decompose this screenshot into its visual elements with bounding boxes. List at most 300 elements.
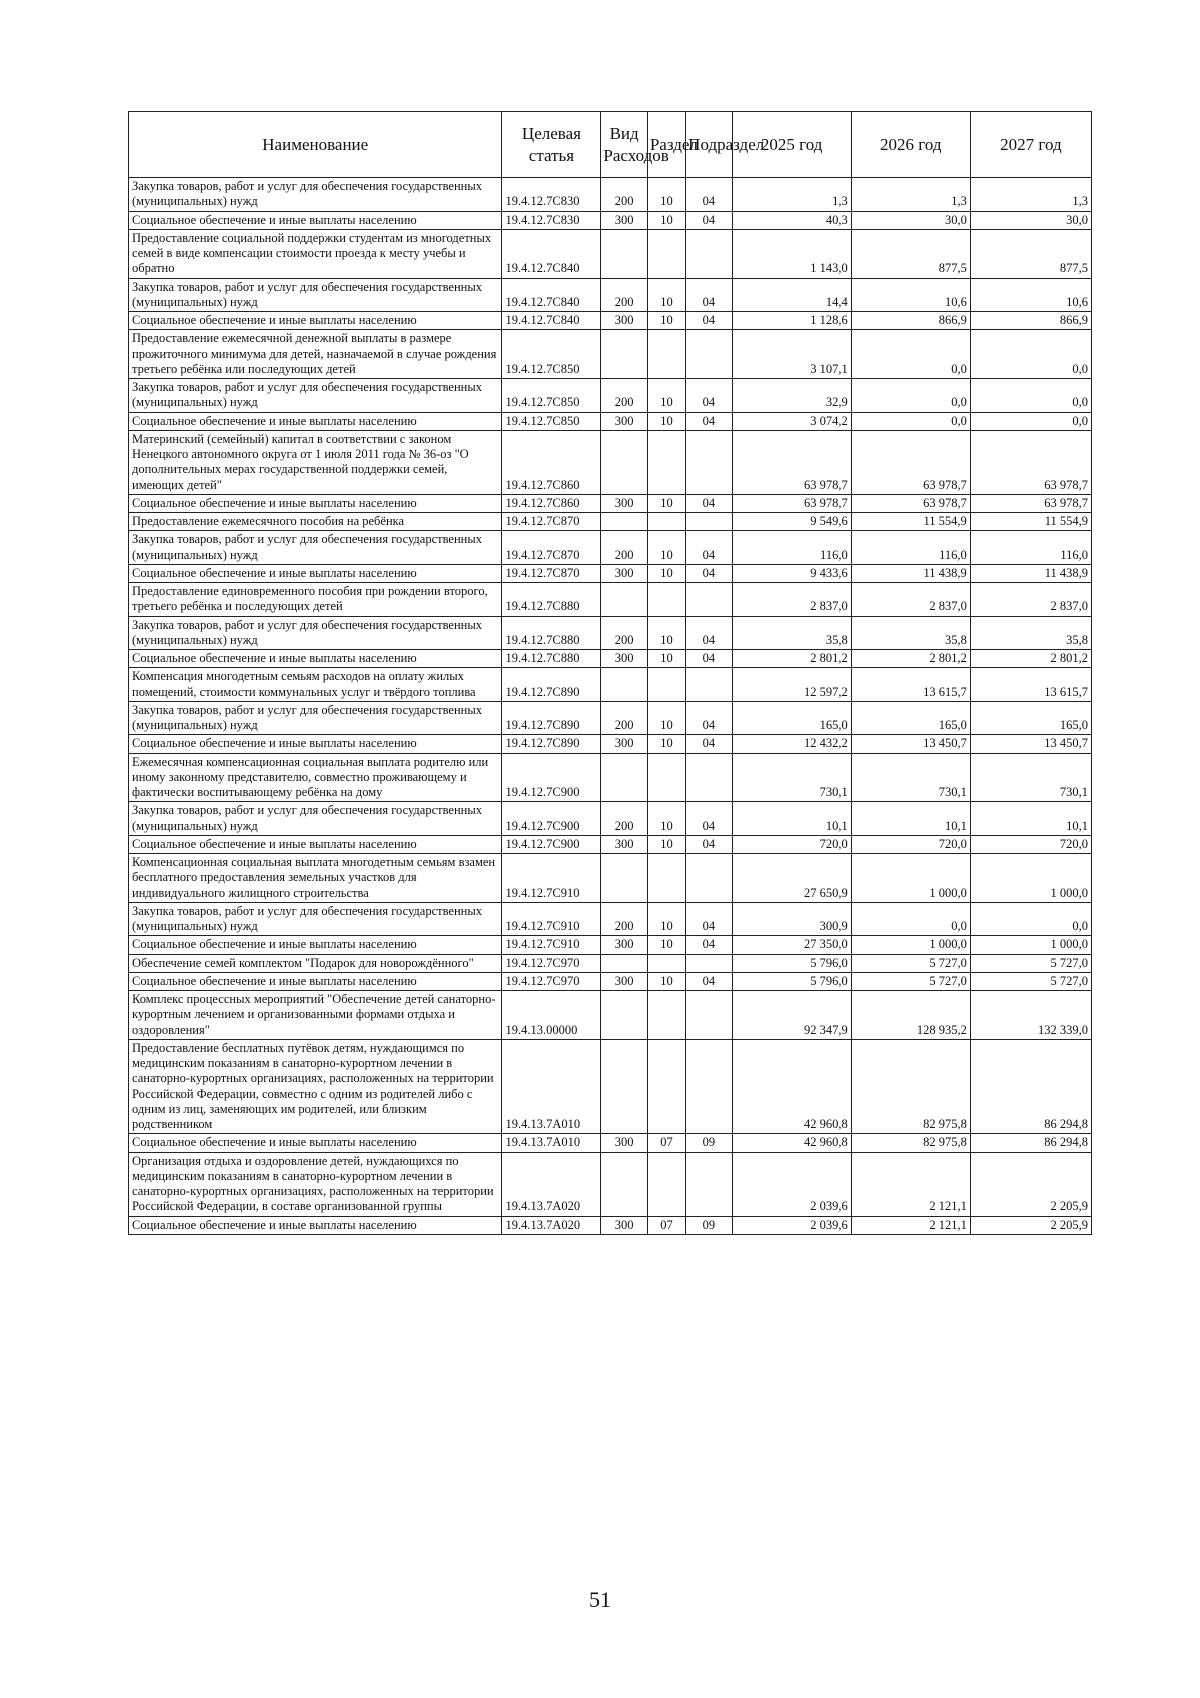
cell-name: Предоставление социальной поддержки студентам из многодетных семей в виде компенсации стоимости проезда к месту учебы и обратно xyxy=(129,229,502,278)
cell-name: Социальное обеспечение и иные выплаты населению xyxy=(129,735,502,753)
cell-expense-type xyxy=(601,1039,647,1134)
cell-subsection xyxy=(686,854,732,903)
cell-expense-type: 300 xyxy=(601,1216,647,1234)
cell-2027: 30,0 xyxy=(970,211,1091,229)
cell-section: 07 xyxy=(647,1134,685,1152)
cell-name: Социальное обеспечение и иные выплаты населению xyxy=(129,494,502,512)
cell-subsection xyxy=(686,668,732,702)
cell-2027: 720,0 xyxy=(970,835,1091,853)
cell-expense-type: 200 xyxy=(601,802,647,836)
cell-expense-type xyxy=(601,229,647,278)
table-row xyxy=(129,430,1092,494)
cell-2025: 63 978,7 xyxy=(732,494,851,512)
cell-name: Социальное обеспечение и иные выплаты населению xyxy=(129,650,502,668)
cell-2025: 116,0 xyxy=(732,531,851,565)
cell-name: Социальное обеспечение и иные выплаты населению xyxy=(129,936,502,954)
cell-2027: 35,8 xyxy=(970,616,1091,650)
cell-2026: 35,8 xyxy=(851,616,970,650)
cell-section: 10 xyxy=(647,936,685,954)
table-row xyxy=(129,1216,1092,1234)
cell-2025: 300,9 xyxy=(732,902,851,936)
header-expense-type: Вид Расходов xyxy=(601,112,647,178)
table-row xyxy=(129,583,1092,617)
cell-name: Социальное обеспечение и иные выплаты населению xyxy=(129,211,502,229)
cell-2027: 866,9 xyxy=(970,312,1091,330)
cell-target: 19.4.12.7С860 xyxy=(502,494,601,512)
cell-2027: 1,3 xyxy=(970,178,1091,212)
cell-name: Предоставление ежемесячного пособия на ребёнка xyxy=(129,513,502,531)
cell-name: Материнский (семейный) капитал в соответствии с законом Ненецкого автономного округа от 1 июля 2011 года № 36-оз "О дополнительных мерах государственной поддержки семей, имеющих детей" xyxy=(129,430,502,494)
cell-name: Компенсация многодетным семьям расходов на оплату жилых помещений, стоимости коммунальных услуг и твёрдого топлива xyxy=(129,668,502,702)
cell-subsection: 04 xyxy=(686,902,732,936)
cell-subsection: 04 xyxy=(686,312,732,330)
cell-expense-type xyxy=(601,583,647,617)
cell-2026: 720,0 xyxy=(851,835,970,853)
cell-2025: 42 960,8 xyxy=(732,1134,851,1152)
table-row xyxy=(129,802,1092,836)
cell-2027: 165,0 xyxy=(970,701,1091,735)
cell-target: 19.4.12.7С910 xyxy=(502,854,601,903)
table-row xyxy=(129,312,1092,330)
table-row xyxy=(129,753,1092,802)
cell-section: 10 xyxy=(647,835,685,853)
cell-2026: 0,0 xyxy=(851,379,970,413)
table-row xyxy=(129,991,1092,1040)
cell-expense-type: 300 xyxy=(601,211,647,229)
cell-section xyxy=(647,583,685,617)
cell-expense-type xyxy=(601,1152,647,1216)
table-row xyxy=(129,531,1092,565)
cell-expense-type xyxy=(601,954,647,972)
page-number: 51 xyxy=(589,1587,611,1612)
cell-2025: 27 650,9 xyxy=(732,854,851,903)
cell-2026: 128 935,2 xyxy=(851,991,970,1040)
cell-subsection: 04 xyxy=(686,278,732,312)
cell-subsection xyxy=(686,753,732,802)
cell-2025: 1 128,6 xyxy=(732,312,851,330)
cell-section: 10 xyxy=(647,379,685,413)
cell-target: 19.4.12.7С830 xyxy=(502,178,601,212)
cell-target: 19.4.12.7С970 xyxy=(502,972,601,990)
header-section: Раздел xyxy=(647,112,685,178)
cell-subsection: 04 xyxy=(686,802,732,836)
cell-2026: 730,1 xyxy=(851,753,970,802)
cell-2025: 2 837,0 xyxy=(732,583,851,617)
cell-2026: 82 975,8 xyxy=(851,1039,970,1134)
cell-subsection xyxy=(686,954,732,972)
cell-section: 10 xyxy=(647,278,685,312)
header-target: Целевая статья xyxy=(502,112,601,178)
cell-target: 19.4.12.7С850 xyxy=(502,379,601,413)
cell-subsection xyxy=(686,1039,732,1134)
cell-2026: 11 554,9 xyxy=(851,513,970,531)
cell-target: 19.4.12.7С840 xyxy=(502,278,601,312)
cell-2026: 5 727,0 xyxy=(851,954,970,972)
cell-section: 10 xyxy=(647,312,685,330)
cell-target: 19.4.12.7С870 xyxy=(502,531,601,565)
cell-2027: 10,1 xyxy=(970,802,1091,836)
cell-target: 19.4.12.7С900 xyxy=(502,802,601,836)
cell-section xyxy=(647,229,685,278)
cell-2025: 1,3 xyxy=(732,178,851,212)
cell-2027: 5 727,0 xyxy=(970,972,1091,990)
cell-2027: 11 438,9 xyxy=(970,564,1091,582)
budget-table xyxy=(128,111,1092,1235)
cell-2026: 165,0 xyxy=(851,701,970,735)
cell-subsection: 04 xyxy=(686,701,732,735)
cell-expense-type: 200 xyxy=(601,616,647,650)
cell-subsection: 04 xyxy=(686,735,732,753)
cell-2027: 63 978,7 xyxy=(970,430,1091,494)
cell-target: 19.4.12.7С970 xyxy=(502,954,601,972)
cell-2026: 10,6 xyxy=(851,278,970,312)
cell-target: 19.4.12.7С890 xyxy=(502,668,601,702)
cell-name: Закупка товаров, работ и услуг для обеспечения государственных (муниципальных) нужд xyxy=(129,278,502,312)
table-row xyxy=(129,902,1092,936)
cell-name: Предоставление бесплатных путёвок детям, нуждающимся по медицинским показаниям в санаторно-курортном лечении в санаторно-курортных организациях, расположенных на территории Российской Федерации, совместно с одним из родителей либо с одним из лиц, заменяющих им родителей, или близким родственником xyxy=(129,1039,502,1134)
table-row xyxy=(129,278,1092,312)
cell-2027: 2 801,2 xyxy=(970,650,1091,668)
cell-2026: 10,1 xyxy=(851,802,970,836)
cell-section xyxy=(647,991,685,1040)
cell-2027: 86 294,8 xyxy=(970,1134,1091,1152)
cell-2025: 165,0 xyxy=(732,701,851,735)
cell-expense-type: 300 xyxy=(601,412,647,430)
cell-expense-type: 300 xyxy=(601,564,647,582)
cell-subsection: 04 xyxy=(686,379,732,413)
table-row xyxy=(129,211,1092,229)
table-row xyxy=(129,178,1092,212)
cell-subsection: 09 xyxy=(686,1216,732,1234)
cell-name: Компенсационная социальная выплата многодетным семьям взамен бесплатного предоставления земельных участков для индивидуального жилищного строительства xyxy=(129,854,502,903)
cell-section: 10 xyxy=(647,701,685,735)
cell-expense-type xyxy=(601,753,647,802)
header-name: Наименование xyxy=(129,112,502,178)
cell-section: 10 xyxy=(647,972,685,990)
cell-section: 10 xyxy=(647,902,685,936)
table-row xyxy=(129,701,1092,735)
cell-section: 10 xyxy=(647,531,685,565)
cell-2026: 866,9 xyxy=(851,312,970,330)
cell-expense-type: 200 xyxy=(601,379,647,413)
cell-2025: 3 074,2 xyxy=(732,412,851,430)
cell-name: Ежемесячная компенсационная социальная выплата родителю или иному законному представителю, совместно проживающему и фактически воспитывающему ребёнка на дому xyxy=(129,753,502,802)
cell-2026: 1 000,0 xyxy=(851,854,970,903)
cell-expense-type: 300 xyxy=(601,735,647,753)
cell-subsection xyxy=(686,330,732,379)
table-row xyxy=(129,616,1092,650)
cell-2025: 720,0 xyxy=(732,835,851,853)
cell-section: 10 xyxy=(647,735,685,753)
cell-subsection: 04 xyxy=(686,835,732,853)
cell-2025: 3 107,1 xyxy=(732,330,851,379)
table-row xyxy=(129,330,1092,379)
cell-expense-type xyxy=(601,668,647,702)
cell-2027: 0,0 xyxy=(970,902,1091,936)
cell-name: Закупка товаров, работ и услуг для обеспечения государственных (муниципальных) нужд xyxy=(129,531,502,565)
cell-target: 19.4.12.7С910 xyxy=(502,936,601,954)
cell-2026: 1,3 xyxy=(851,178,970,212)
cell-2027: 2 205,9 xyxy=(970,1152,1091,1216)
cell-2025: 92 347,9 xyxy=(732,991,851,1040)
cell-target: 19.4.12.7С870 xyxy=(502,513,601,531)
cell-target: 19.4.12.7С860 xyxy=(502,430,601,494)
table-row xyxy=(129,650,1092,668)
cell-2025: 1 143,0 xyxy=(732,229,851,278)
cell-2026: 0,0 xyxy=(851,902,970,936)
cell-2027: 13 615,7 xyxy=(970,668,1091,702)
cell-2025: 63 978,7 xyxy=(732,430,851,494)
cell-expense-type: 300 xyxy=(601,312,647,330)
cell-2026: 63 978,7 xyxy=(851,494,970,512)
cell-2026: 13 615,7 xyxy=(851,668,970,702)
cell-2027: 2 837,0 xyxy=(970,583,1091,617)
cell-2025: 2 039,6 xyxy=(732,1152,851,1216)
cell-name: Закупка товаров, работ и услуг для обеспечения государственных (муниципальных) нужд xyxy=(129,802,502,836)
cell-subsection: 04 xyxy=(686,972,732,990)
cell-subsection xyxy=(686,430,732,494)
header-row xyxy=(129,112,1092,178)
cell-2026: 13 450,7 xyxy=(851,735,970,753)
cell-name: Социальное обеспечение и иные выплаты населению xyxy=(129,835,502,853)
cell-section: 10 xyxy=(647,494,685,512)
table-row xyxy=(129,972,1092,990)
table-row xyxy=(129,513,1092,531)
cell-expense-type: 200 xyxy=(601,278,647,312)
table-row xyxy=(129,835,1092,853)
cell-target: 19.4.12.7С840 xyxy=(502,312,601,330)
cell-target: 19.4.12.7С880 xyxy=(502,650,601,668)
cell-subsection: 04 xyxy=(686,178,732,212)
cell-2025: 5 796,0 xyxy=(732,972,851,990)
cell-expense-type xyxy=(601,330,647,379)
cell-target: 19.4.12.7С910 xyxy=(502,902,601,936)
cell-target: 19.4.13.7А010 xyxy=(502,1039,601,1134)
table-row xyxy=(129,954,1092,972)
cell-subsection xyxy=(686,513,732,531)
cell-name: Закупка товаров, работ и услуг для обеспечения государственных (муниципальных) нужд xyxy=(129,379,502,413)
cell-2027: 63 978,7 xyxy=(970,494,1091,512)
cell-expense-type: 300 xyxy=(601,972,647,990)
cell-target: 19.4.12.7С840 xyxy=(502,229,601,278)
header-subsection: Подраздел xyxy=(686,112,732,178)
cell-subsection xyxy=(686,991,732,1040)
cell-section: 10 xyxy=(647,802,685,836)
cell-expense-type xyxy=(601,513,647,531)
cell-target: 19.4.12.7С900 xyxy=(502,753,601,802)
cell-section: 10 xyxy=(647,616,685,650)
cell-section: 07 xyxy=(647,1216,685,1234)
cell-expense-type: 200 xyxy=(601,701,647,735)
cell-2026: 2 801,2 xyxy=(851,650,970,668)
header-2025: 2025 год xyxy=(732,112,851,178)
cell-name: Социальное обеспечение и иные выплаты населению xyxy=(129,1216,502,1234)
cell-target: 19.4.12.7С850 xyxy=(502,412,601,430)
cell-expense-type: 200 xyxy=(601,531,647,565)
cell-2025: 32,9 xyxy=(732,379,851,413)
cell-2026: 2 121,1 xyxy=(851,1216,970,1234)
cell-expense-type xyxy=(601,430,647,494)
cell-section xyxy=(647,330,685,379)
cell-2025: 10,1 xyxy=(732,802,851,836)
cell-target: 19.4.12.7С900 xyxy=(502,835,601,853)
cell-target: 19.4.12.7С880 xyxy=(502,616,601,650)
cell-name: Социальное обеспечение и иные выплаты населению xyxy=(129,1134,502,1152)
cell-2025: 12 597,2 xyxy=(732,668,851,702)
cell-2025: 12 432,2 xyxy=(732,735,851,753)
table-row xyxy=(129,564,1092,582)
table-row xyxy=(129,735,1092,753)
cell-section: 10 xyxy=(647,650,685,668)
cell-2025: 27 350,0 xyxy=(732,936,851,954)
header-2026: 2026 год xyxy=(851,112,970,178)
table-row xyxy=(129,1152,1092,1216)
cell-subsection xyxy=(686,229,732,278)
cell-section xyxy=(647,1039,685,1134)
cell-target: 19.4.13.7А020 xyxy=(502,1216,601,1234)
cell-2026: 11 438,9 xyxy=(851,564,970,582)
cell-2027: 13 450,7 xyxy=(970,735,1091,753)
cell-2027: 1 000,0 xyxy=(970,936,1091,954)
cell-2026: 0,0 xyxy=(851,412,970,430)
cell-expense-type: 300 xyxy=(601,1134,647,1152)
cell-2027: 877,5 xyxy=(970,229,1091,278)
cell-2026: 82 975,8 xyxy=(851,1134,970,1152)
cell-expense-type xyxy=(601,991,647,1040)
cell-2025: 5 796,0 xyxy=(732,954,851,972)
cell-subsection: 04 xyxy=(686,936,732,954)
cell-subsection: 04 xyxy=(686,211,732,229)
cell-2027: 0,0 xyxy=(970,379,1091,413)
cell-section xyxy=(647,954,685,972)
cell-subsection: 04 xyxy=(686,650,732,668)
cell-expense-type: 200 xyxy=(601,902,647,936)
cell-2027: 730,1 xyxy=(970,753,1091,802)
cell-2027: 10,6 xyxy=(970,278,1091,312)
cell-section xyxy=(647,753,685,802)
cell-2026: 63 978,7 xyxy=(851,430,970,494)
cell-section: 10 xyxy=(647,412,685,430)
cell-name: Предоставление ежемесячной денежной выплаты в размере прожиточного минимума для детей, назначаемой в случае рождения третьего ребёнка или последующих детей xyxy=(129,330,502,379)
cell-2026: 877,5 xyxy=(851,229,970,278)
table-row xyxy=(129,1039,1092,1134)
cell-target: 19.4.13.00000 xyxy=(502,991,601,1040)
cell-2025: 730,1 xyxy=(732,753,851,802)
cell-2026: 1 000,0 xyxy=(851,936,970,954)
cell-expense-type: 200 xyxy=(601,178,647,212)
cell-2027: 0,0 xyxy=(970,330,1091,379)
cell-name: Социальное обеспечение и иные выплаты населению xyxy=(129,564,502,582)
cell-section xyxy=(647,854,685,903)
cell-name: Закупка товаров, работ и услуг для обеспечения государственных (муниципальных) нужд xyxy=(129,902,502,936)
table-row xyxy=(129,379,1092,413)
table-row xyxy=(129,229,1092,278)
cell-name: Комплекс процессных мероприятий "Обеспечение детей санаторно-курортным лечением и организованными формами отдыха и оздоровления" xyxy=(129,991,502,1040)
cell-expense-type: 300 xyxy=(601,650,647,668)
cell-expense-type: 300 xyxy=(601,494,647,512)
table-row xyxy=(129,936,1092,954)
cell-2025: 14,4 xyxy=(732,278,851,312)
cell-target: 19.4.12.7С890 xyxy=(502,735,601,753)
cell-section: 10 xyxy=(647,564,685,582)
cell-subsection: 04 xyxy=(686,531,732,565)
table-row xyxy=(129,668,1092,702)
table-body xyxy=(129,178,1092,1235)
cell-2027: 11 554,9 xyxy=(970,513,1091,531)
cell-2025: 2 801,2 xyxy=(732,650,851,668)
cell-expense-type xyxy=(601,854,647,903)
cell-name: Закупка товаров, работ и услуг для обеспечения государственных (муниципальных) нужд xyxy=(129,701,502,735)
cell-expense-type: 300 xyxy=(601,835,647,853)
cell-2027: 0,0 xyxy=(970,412,1091,430)
cell-target: 19.4.12.7С850 xyxy=(502,330,601,379)
cell-2027: 132 339,0 xyxy=(970,991,1091,1040)
cell-2025: 9 433,6 xyxy=(732,564,851,582)
cell-name: Социальное обеспечение и иные выплаты населению xyxy=(129,312,502,330)
cell-2025: 40,3 xyxy=(732,211,851,229)
cell-section xyxy=(647,430,685,494)
cell-subsection: 04 xyxy=(686,412,732,430)
cell-name: Закупка товаров, работ и услуг для обеспечения государственных (муниципальных) нужд xyxy=(129,616,502,650)
cell-2026: 2 121,1 xyxy=(851,1152,970,1216)
cell-subsection: 04 xyxy=(686,494,732,512)
cell-name: Социальное обеспечение и иные выплаты населению xyxy=(129,972,502,990)
cell-2026: 116,0 xyxy=(851,531,970,565)
cell-expense-type: 300 xyxy=(601,936,647,954)
cell-subsection xyxy=(686,583,732,617)
cell-2026: 30,0 xyxy=(851,211,970,229)
cell-name: Закупка товаров, работ и услуг для обеспечения государственных (муниципальных) нужд xyxy=(129,178,502,212)
cell-section: 10 xyxy=(647,211,685,229)
header-2027: 2027 год xyxy=(970,112,1091,178)
cell-target: 19.4.12.7С890 xyxy=(502,701,601,735)
cell-section: 10 xyxy=(647,178,685,212)
cell-section xyxy=(647,513,685,531)
cell-subsection: 04 xyxy=(686,616,732,650)
cell-2025: 9 549,6 xyxy=(732,513,851,531)
cell-2026: 2 837,0 xyxy=(851,583,970,617)
cell-2025: 35,8 xyxy=(732,616,851,650)
cell-name: Организация отдыха и оздоровление детей, нуждающихся по медицинским показаниям в санаторно-курортном лечении в санаторно-курортных организациях, расположенных на территории Российской Федерации, в составе организованной группы xyxy=(129,1152,502,1216)
cell-2026: 5 727,0 xyxy=(851,972,970,990)
cell-2027: 116,0 xyxy=(970,531,1091,565)
cell-2025: 2 039,6 xyxy=(732,1216,851,1234)
table-row xyxy=(129,854,1092,903)
table-row xyxy=(129,412,1092,430)
cell-subsection xyxy=(686,1152,732,1216)
cell-target: 19.4.12.7С830 xyxy=(502,211,601,229)
table-row xyxy=(129,1134,1092,1152)
cell-2026: 0,0 xyxy=(851,330,970,379)
cell-target: 19.4.12.7С870 xyxy=(502,564,601,582)
cell-section xyxy=(647,668,685,702)
cell-target: 19.4.12.7С880 xyxy=(502,583,601,617)
cell-section xyxy=(647,1152,685,1216)
table-row xyxy=(129,494,1092,512)
cell-2025: 42 960,8 xyxy=(732,1039,851,1134)
cell-2027: 1 000,0 xyxy=(970,854,1091,903)
cell-subsection: 09 xyxy=(686,1134,732,1152)
cell-2027: 86 294,8 xyxy=(970,1039,1091,1134)
cell-subsection: 04 xyxy=(686,564,732,582)
cell-name: Социальное обеспечение и иные выплаты населению xyxy=(129,412,502,430)
cell-2027: 2 205,9 xyxy=(970,1216,1091,1234)
cell-2027: 5 727,0 xyxy=(970,954,1091,972)
cell-target: 19.4.13.7А010 xyxy=(502,1134,601,1152)
cell-target: 19.4.13.7А020 xyxy=(502,1152,601,1216)
cell-name: Обеспечение семей комплектом "Подарок для новорождённого" xyxy=(129,954,502,972)
cell-name: Предоставление единовременного пособия при рождении второго, третьего ребёнка и последующих детей xyxy=(129,583,502,617)
